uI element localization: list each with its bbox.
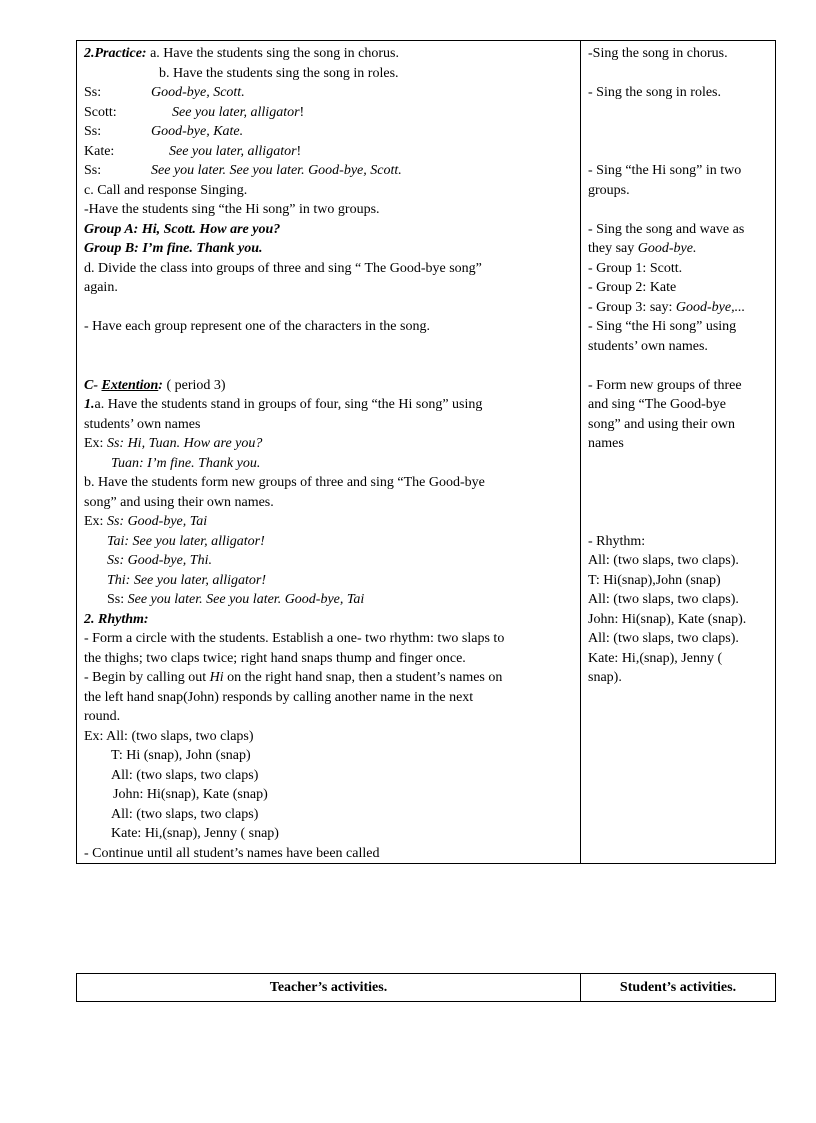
dialogue-speaker: Kate: <box>84 143 115 159</box>
extension-b-line: song” and using their own names. <box>84 494 274 510</box>
extension-heading <box>84 376 226 396</box>
student-activity: - Sing “the Hi song” in two <box>588 163 742 178</box>
extension-colon: : <box>158 377 163 393</box>
extension-1-line <box>84 395 482 415</box>
extension-label: Extention <box>101 377 159 393</box>
example-prefix: Ex: <box>84 436 104 451</box>
dialogue-text: Good-bye, Scott. <box>151 85 245 100</box>
dialogue-speaker: Ss: <box>84 163 102 178</box>
example-text: Tai: See you later, alligator! <box>107 533 265 549</box>
student-activity: T: Hi(snap),John (snap) <box>588 572 721 588</box>
student-activity: snap). <box>588 670 622 685</box>
practice-d-line: again. <box>84 280 118 295</box>
group-a-line: Group A: Hi, Scott. How are you? <box>84 221 281 237</box>
student-activity <box>588 298 745 318</box>
rhythm-continue: - Continue until all student’s names have been called <box>84 845 380 861</box>
rhythm-text: the thighs; two claps twice; right hand snaps thump and finger once. <box>84 650 466 666</box>
rhythm-example: John: Hi(snap), Kate (snap) <box>113 787 268 802</box>
practice-d-line: d. Divide the class into groups of three and sing “ The Good-bye song” <box>84 260 482 276</box>
example-line <box>84 434 262 454</box>
example-text: See you later. See you later. Good-bye, Tai <box>127 592 365 607</box>
rhythm-text <box>84 668 502 688</box>
student-activity: - Rhythm: <box>588 533 646 549</box>
dialogue-speaker: Ss: <box>84 124 102 139</box>
rhythm-text: - Form a circle with the students. Establish a one- two rhythm: two slaps to <box>84 631 505 646</box>
student-activities-header: Student’s activities. <box>619 979 737 995</box>
rhythm-example: Ex: All: (two slaps, two claps) <box>84 728 254 744</box>
example-speaker: Ss: <box>107 592 125 607</box>
student-activities-cell <box>581 41 775 863</box>
rhythm-text-part: - Begin by calling out <box>84 670 207 685</box>
teacher-activities-cell <box>77 41 581 863</box>
rhythm-hi: Hi <box>209 670 224 685</box>
student-activity: students’ own names. <box>588 338 708 354</box>
example-prefix: Ex: <box>84 514 104 529</box>
practice-c-line: c. Call and response Singing. <box>84 182 248 198</box>
example-text: Tuan: I’m fine. Thank you. <box>111 455 261 471</box>
student-activity: - Group 2: Kate <box>588 280 677 295</box>
student-text: - Group 3: say: <box>588 299 673 315</box>
student-activity: and sing “The Good-bye <box>588 397 727 412</box>
rhythm-heading: 2. Rhythm: <box>84 611 149 627</box>
example-line <box>107 590 364 610</box>
extension-b-line: b. Have the students form new groups of three and sing “The Good-bye <box>84 475 485 490</box>
dialogue-line <box>84 83 101 103</box>
example-text: Ss: Good-bye, Thi. <box>107 553 212 568</box>
rhythm-text: round. <box>84 709 121 724</box>
student-activity <box>588 239 696 259</box>
dialogue-italic: See you later, alligator <box>169 143 297 159</box>
rhythm-text: the left hand snap(John) responds by calling another name in the next <box>84 689 474 705</box>
practice-a-text: a. Have the students sing the song in chorus. <box>146 46 399 61</box>
example-text: Ss: Hi, Tuan. How are you? <box>106 436 263 451</box>
rhythm-example: All: (two slaps, two claps) <box>111 767 259 783</box>
student-activity: - Group 1: Scott. <box>588 260 683 276</box>
dialogue-text: Good-bye, Kate. <box>151 124 244 139</box>
extension-1-text: a. Have the students stand in groups of four, sing “the Hi song” using <box>94 397 483 412</box>
example-text: Ss: Good-bye, Tai <box>106 514 208 529</box>
activities-header-table <box>76 973 776 1002</box>
student-italic: Good-bye,... <box>675 299 746 315</box>
student-activity: John: Hi(snap), Kate (snap). <box>588 611 747 627</box>
rhythm-text-part: on the right hand snap, then a student’s names on <box>227 670 503 685</box>
extension-number: 1. <box>84 397 95 412</box>
student-activity: names <box>588 436 624 451</box>
student-activity: Kate: Hi,(snap), Jenny ( <box>588 650 723 666</box>
teacher-activities-header: Teacher’s activities. <box>77 974 581 1001</box>
student-activity: - Form new groups of three <box>588 377 742 393</box>
student-text: they say <box>588 241 635 256</box>
rhythm-example: T: Hi (snap), John (snap) <box>111 748 251 763</box>
student-activity: song” and using their own <box>588 416 735 432</box>
example-text: Thi: See you later, alligator! <box>107 572 267 588</box>
dialogue-text: See you later. See you later. Good-bye, Scott. <box>151 163 402 178</box>
dialogue-text: See you later, alligator! <box>169 143 302 159</box>
rhythm-example: Kate: Hi,(snap), Jenny ( snap) <box>111 826 279 841</box>
practice-heading: 2.Practice: <box>84 46 147 61</box>
practice-c-detail: -Have the students sing “the Hi song” in two groups. <box>84 202 380 217</box>
dialogue-text: See you later, alligator! <box>172 104 305 120</box>
student-activity: - Sing the song and wave as <box>588 221 745 237</box>
example-line <box>84 512 207 532</box>
student-activity: - Sing “the Hi song” using <box>588 319 737 334</box>
rhythm-example: All: (two slaps, two claps) <box>111 806 259 822</box>
student-activity: All: (two slaps, two claps). <box>588 631 739 646</box>
dialogue-italic: See you later, alligator <box>172 104 300 120</box>
student-activity: - Sing the song in roles. <box>588 85 721 100</box>
group-b-line: Group B: I’m fine. Thank you. <box>84 241 263 256</box>
lesson-table <box>76 40 776 864</box>
practice-a-line <box>84 44 399 64</box>
student-activity: All: (two slaps, two claps). <box>588 553 739 568</box>
student-activity: groups. <box>588 182 630 198</box>
student-activity: All: (two slaps, two claps). <box>588 592 739 607</box>
extension-period: ( period 3) <box>162 377 226 393</box>
represent-line: - Have each group represent one of the characters in the song. <box>84 319 430 334</box>
student-activity: -Sing the song in chorus. <box>588 46 728 61</box>
speaker: Ss: <box>84 85 102 100</box>
practice-b-line: b. Have the students sing the song in roles. <box>159 65 399 81</box>
student-italic: Good-bye. <box>637 241 697 256</box>
extension-prefix: C- <box>84 377 102 393</box>
dialogue-speaker: Scott: <box>84 104 117 120</box>
extension-1-line: students’ own names <box>84 416 201 432</box>
